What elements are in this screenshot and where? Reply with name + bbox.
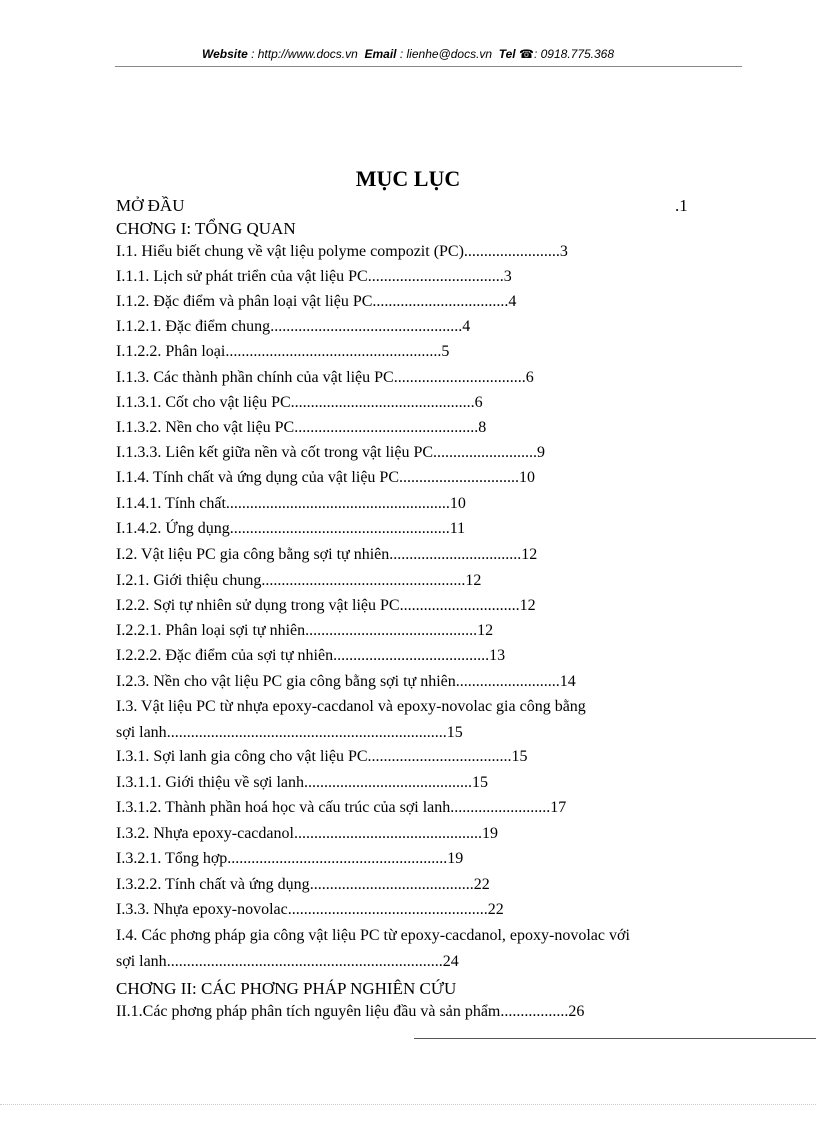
toc-line: I.1.4. Tính chất và ứng dụng của vật liệu PC..............................10 — [116, 469, 535, 486]
toc-line: II.1.Các phơng pháp phân tích nguyên liệu đầu và sản phẩm.................26 — [116, 1003, 585, 1020]
footer-divider — [414, 1038, 816, 1039]
page-bottom-edge — [0, 1104, 816, 1105]
toc-line: I.1.4.2. Ứng dụng.......................................................11 — [116, 520, 466, 537]
toc-line: I.4. Các phơng pháp gia công vật liệu PC từ epoxy-cacdanol, epoxy-novolac với — [116, 927, 630, 944]
toc-line: I.1.3.1. Cốt cho vật liệu PC..............................................6 — [116, 394, 483, 411]
toc-chapter-1: CHƠNG I: TỔNG QUAN — [116, 219, 296, 238]
toc-line: I.1.2.2. Phân loại......................................................5 — [116, 343, 450, 360]
toc-line: I.3.2.2. Tính chất và ứng dụng.........................................22 — [116, 876, 490, 893]
toc-line-mo-dau: MỞ ĐẦU .1 — [116, 196, 688, 215]
toc-line: I.3.2. Nhựa epoxy-cacdanol...............................................19 — [116, 825, 498, 842]
toc-line: I.1.3.2. Nền cho vật liệu PC..............................................8 — [116, 419, 487, 436]
toc-line: I.3.1.1. Giới thiệu về sợi lanh..........................................15 — [116, 774, 489, 791]
header-divider — [115, 66, 742, 67]
toc-chapter-2: CHƠNG II: CÁC PHƠNG PHÁP NGHIÊN CỨU — [116, 979, 457, 998]
toc-line: I.1.2. Đặc điểm và phân loại vật liệu PC..................................4 — [116, 293, 517, 310]
email-value: : lienhe@docs.vn — [399, 47, 493, 61]
website-value: : http://www.docs.vn — [251, 47, 358, 61]
toc-line: I.1.3.3. Liên kết giữa nền và cốt trong vật liệu PC..........................9 — [116, 444, 546, 461]
toc-line: I.2. Vật liệu PC gia công bằng sợi tự nhiên.................................12 — [116, 546, 538, 563]
toc-line: I.2.3. Nền cho vật liệu PC gia công bằng sợi tự nhiên..........................14 — [116, 673, 576, 690]
website-label: Website — [201, 47, 248, 61]
toc-line: I.1.4.1. Tính chất........................................................10 — [116, 495, 466, 512]
toc-line: I.1. Hiểu biết chung về vật liệu polyme compozit (PC)........................3 — [116, 243, 568, 260]
page-header — [0, 47, 816, 61]
tel-label: Tel — [498, 47, 516, 61]
toc-line: sợi lanh.....................................................................24 — [116, 953, 459, 970]
toc-line: sợi lanh......................................................................15 — [116, 724, 463, 741]
toc-line: I.2.2. Sợi tự nhiên sử dụng trong vật liệu PC..............................12 — [116, 597, 536, 614]
toc-line: I.2.1. Giới thiệu chung...................................................12 — [116, 572, 482, 589]
toc-line: I.2.2.1. Phân loại sợi tự nhiên...........................................12 — [116, 622, 494, 639]
toc-line: I.3.2.1. Tổng hợp.......................................................19 — [116, 850, 464, 867]
toc-line: I.2.2.2. Đặc điểm của sợi tự nhiên.......................................13 — [116, 647, 506, 664]
toc-page: .1 — [675, 196, 688, 215]
toc-line: I.1.3. Các thành phần chính của vật liệu PC.................................6 — [116, 369, 534, 386]
toc-line: I.3.1. Sợi lanh gia công cho vật liệu PC....................................15 — [116, 748, 528, 765]
toc-line: I.1.2.1. Đặc điểm chung................................................4 — [116, 318, 471, 335]
phone-icon: ☎ — [519, 47, 534, 61]
email-label: Email — [364, 47, 397, 61]
toc-line: I.3.3. Nhựa epoxy-novolac..................................................22 — [116, 901, 504, 918]
toc-line: I.3. Vật liệu PC từ nhựa epoxy-cacdanol và epoxy-novolac gia công bằng — [116, 698, 586, 715]
tel-value: : 0918.775.368 — [533, 47, 615, 61]
page-title: MỤC LỤC — [355, 166, 461, 191]
toc-line: I.1.1. Lịch sử phát triển của vật liệu PC..................................3 — [116, 268, 512, 285]
toc-line: I.3.1.2. Thành phần hoá học và cấu trúc của sợi lanh.........................17 — [116, 799, 567, 816]
